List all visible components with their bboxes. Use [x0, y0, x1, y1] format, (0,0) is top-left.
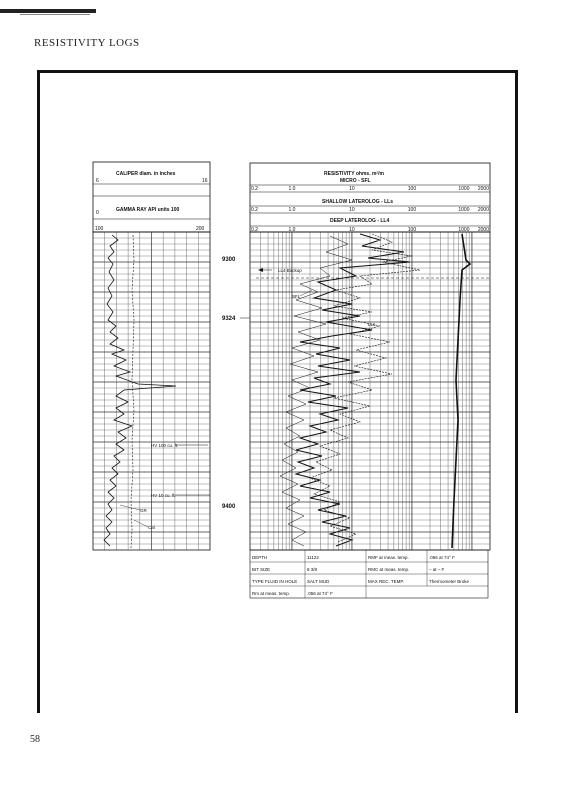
table-cell: Thermometer Broke: [429, 579, 470, 584]
scale-tick-label: 100: [407, 186, 417, 192]
scale-tick-label: 10: [349, 186, 355, 192]
caliper-max-label: 16: [202, 178, 208, 184]
scale-tick-label: 0.2: [251, 186, 258, 192]
hv100-label: HV 100 cu. ft.: [151, 443, 179, 448]
left-track-annotations: [120, 443, 210, 530]
table-cell: – at – F: [429, 567, 445, 572]
caliper-title: CALIPER diam. in inches: [116, 171, 176, 177]
hv10-label: HV 10 cu. ft.: [151, 493, 176, 498]
cal-label: Cal: [148, 525, 155, 530]
table-cell: 8 3/8: [307, 567, 318, 572]
page-number: 58: [30, 734, 40, 745]
table-cell: RMF at meas. temp.: [368, 555, 409, 560]
caliper-curve: [131, 235, 134, 548]
gamma-scale-min: 100: [95, 226, 104, 232]
depth-label-9300: 9300: [222, 257, 236, 263]
table-cell: Rm at meas. temp.: [252, 591, 291, 596]
depth-labels: [222, 257, 250, 510]
gamma-left-label: 0: [96, 210, 99, 216]
table-cell: 11122: [307, 555, 319, 560]
scale-tick-label: 1000: [458, 186, 470, 192]
scale-tick-label: 0.2: [251, 207, 258, 213]
right-track-header: [250, 163, 490, 233]
table-cell: MAX REC. TEMP.: [368, 579, 405, 584]
right-thick-boundary-curve: [452, 234, 470, 548]
table-cell: .056 at 74° F: [307, 591, 333, 596]
micro-sfl-title: MICRO - SFL: [340, 178, 371, 184]
scale-tick-label: 1.0: [288, 227, 296, 233]
scale-tick-label: 100: [407, 207, 417, 213]
depth-label-9324: 9324: [222, 316, 236, 322]
table-cell: DEPTH: [252, 555, 268, 560]
scale-tick-label: 2000: [477, 186, 489, 192]
lls-label: LLs: [368, 322, 376, 327]
scale-tick-label: 2000: [477, 227, 489, 233]
scale-tick-label: 1000: [458, 207, 470, 213]
sfl-label: SFL: [292, 294, 301, 299]
scale-tick-label: 1.0: [288, 207, 296, 213]
scale-tick-label: 100: [407, 227, 417, 233]
scale-tick-label: 0.2: [251, 227, 258, 233]
deep-laterolog-title: DEEP LATEROLOG - LL4: [330, 218, 390, 224]
log-header-table: [250, 550, 488, 598]
deep-laterolog-curve: [296, 234, 410, 546]
scale-tick-label: 1.0: [288, 186, 296, 192]
table-cell: SALT MUD: [307, 579, 330, 584]
gamma-scale-max: 200: [196, 226, 205, 232]
depth-label-9400: 9400: [222, 504, 236, 510]
scale-tick-label: 2000: [477, 207, 489, 213]
scale-tick-label: 1000: [458, 227, 470, 233]
running-head: RESISTIVITY LOGS: [34, 37, 140, 49]
scale-tick-label: 10: [349, 207, 355, 213]
gamma-ray-title: GAMMA RAY API units 100: [116, 207, 180, 213]
gr-label: GR: [140, 508, 147, 513]
resistivity-title: RESISTIVITY ohms. m²/m: [324, 171, 384, 177]
gamma-ray-curve: [104, 235, 179, 546]
right-track-curves: [280, 234, 470, 548]
scale-tick-label: 10: [349, 227, 355, 233]
table-cell: TYPE FLUID IN HOLE: [252, 579, 298, 584]
left-track-curves: [104, 235, 179, 548]
left-track-grid: [93, 232, 210, 550]
table-cell: BIT SIZE: [252, 567, 271, 572]
ll4-backup-label: LL4 Backup: [278, 268, 302, 273]
left-track-header: [93, 162, 210, 232]
table-cell: RMC at meas. temp.: [368, 567, 410, 572]
caliper-min-label: 6: [96, 178, 99, 184]
right-track-annotations: [256, 268, 490, 327]
shallow-laterolog-title: SHALLOW LATEROLOG - LLs: [322, 199, 394, 205]
table-cell: .066 at 74° F: [429, 555, 455, 560]
